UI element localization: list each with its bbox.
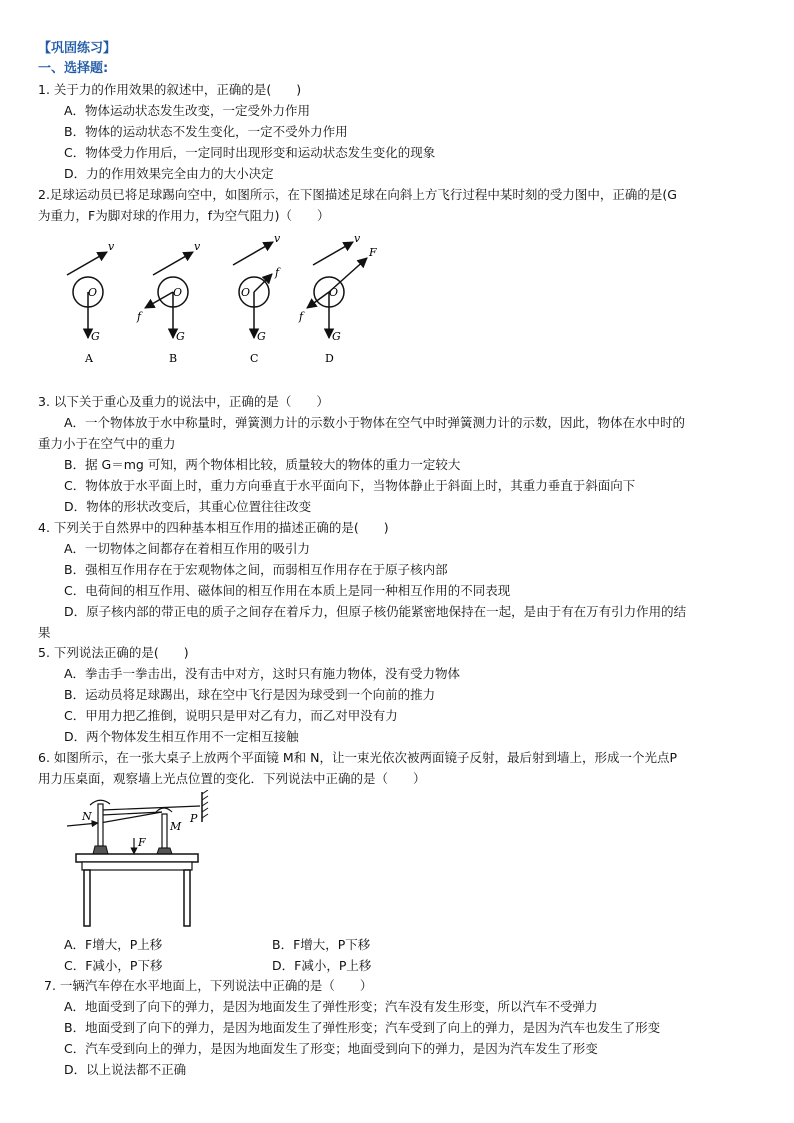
option-b: B．F增大，P下移 [272, 937, 371, 952]
svg-text:v: v [194, 240, 201, 253]
section-label: 【巩固练习】 [38, 41, 117, 56]
option-a: A．一个物体放于水中称量时，弹簧测力计的示数小于物体在空气中时弹簧测力计的示数，因此，物体在水中时的 [64, 415, 686, 430]
svg-text:N: N [82, 810, 92, 823]
question-stem: 1. 关于力的作用效果的叙述中，正确的是( ) [38, 82, 302, 97]
svg-text:B: B [169, 352, 178, 365]
option-c: C．物体受力作用后，一定同时出现形变和运动状态发生变化的现象 [64, 145, 436, 160]
svg-text:F: F [138, 836, 146, 849]
question-stem: 3. 以下关于重心及重力的说法中，正确的是（ ） [38, 394, 329, 409]
option-d: D．力的作用效果完全由力的大小决定 [64, 166, 274, 181]
option-a: A．F增大，P上移 [64, 937, 163, 952]
svg-text:G: G [257, 330, 266, 343]
svg-text:v: v [274, 232, 281, 245]
svg-text:D: D [325, 352, 334, 365]
option-d: D．F减小，P上移 [272, 958, 372, 973]
svg-text:O: O [173, 286, 183, 299]
option-d: D．两个物体发生相互作用不一定相互接触 [64, 729, 299, 744]
option-c: C．电荷间的相互作用、磁体间的相互作用在本质上是同一种相互作用的不同表现 [64, 583, 511, 598]
question-stem-cont: 用力压桌面，观察墙上光点位置的变化．下列说法中正确的是（ ） [38, 771, 426, 786]
svg-text:f: f [137, 310, 142, 323]
svg-text:O: O [329, 286, 339, 299]
part-title: 一、选择题: [38, 61, 109, 76]
option-d: D．物体的形状改变后，其重心位置往往改变 [64, 499, 312, 514]
panel-a [67, 240, 115, 365]
option-c: C．甲用力把乙推倒，说明只是甲对乙有力，而乙对甲没有力 [64, 708, 398, 723]
option-a-cont: 重力小于在空气中的重力 [38, 436, 176, 451]
option-d: D．原子核内部的带正电的质子之间存在着斥力，但原子核仍能紧密地保持在一起，是由于有在万有引力作用的结 [64, 604, 687, 619]
svg-text:G: G [176, 330, 185, 343]
option-b: B．物体的运动状态不发生变化，一定不受外力作用 [64, 124, 348, 139]
question-stem-cont: 为重力，F为脚对球的作用力，f为空气阻力)（ ） [38, 208, 330, 223]
svg-text:O: O [88, 286, 98, 299]
option-d: D．以上说法都不正确 [64, 1062, 187, 1077]
mirror-table-diagram [62, 790, 222, 928]
option-c: C．F减小，P下移 [64, 958, 163, 973]
option-a: A．地面受到了向下的弹力，是因为地面发生了弹性形变；汽车没有发生形变，所以汽车不受弹力 [64, 999, 598, 1014]
question-stem: 5. 下列说法正确的是( ) [38, 645, 189, 660]
option-b: B．地面受到了向下的弹力，是因为地面发生了弹性形变；汽车受到了向上的弹力，是因为汽车也发生了形变 [64, 1020, 661, 1035]
question-stem: 4. 下列关于自然界中的四种基本相互作用的描述正确的是( ) [38, 520, 389, 535]
option-a: A．物体运动状态发生改变，一定受外力作用 [64, 103, 311, 118]
option-b: B．据 G＝mg 可知，两个物体相比较，质量较大的物体的重力一定较大 [64, 457, 461, 472]
panel-d [298, 232, 377, 365]
question-stem: 2.足球运动员已将足球踢向空中，如图所示，在下图描述足球在向斜上方飞行过程中某时刻的受力图中，正确的是(G [38, 187, 677, 202]
option-b: B．强相互作用存在于宏观物体之间，而弱相互作用存在于原子核内部 [64, 562, 448, 577]
svg-text:O: O [241, 286, 251, 299]
svg-text:A: A [85, 352, 93, 365]
svg-text:M: M [170, 820, 182, 833]
svg-text:f: f [275, 266, 280, 279]
svg-text:P: P [190, 812, 198, 825]
svg-text:C: C [250, 352, 259, 365]
option-b: B．运动员将足球踢出，球在空中飞行是因为球受到一个向前的推力 [64, 687, 436, 702]
option-c: C．汽车受到向上的弹力，是因为地面发生了形变；地面受到向下的弹力，是因为汽车发生了形变 [64, 1041, 598, 1056]
panel-c [233, 232, 281, 365]
option-d-cont: 果 [38, 625, 51, 640]
svg-text:v: v [108, 240, 115, 253]
question-stem: 6. 如图所示，在一张大桌子上放两个平面镜 M和 N，让一束光依次被两面镜子反射，最后射到墙上，形成一个光点P [38, 750, 678, 765]
panel-b [136, 240, 201, 365]
option-a: A．拳击手一拳击出，没有击中对方，这时只有施力物体，没有受力物体 [64, 666, 461, 681]
svg-text:f: f [299, 310, 304, 323]
svg-text:v: v [354, 232, 361, 245]
svg-text:F: F [369, 246, 377, 259]
option-c: C．物体放于水平面上时，重力方向垂直于水平面向下，当物体静止于斜面上时，其重力垂直于斜面向下 [64, 478, 636, 493]
svg-text:G: G [91, 330, 100, 343]
option-a: A．一切物体之间都存在着相互作用的吸引力 [64, 541, 311, 556]
svg-text:G: G [332, 330, 341, 343]
football-force-diagram [55, 230, 385, 370]
question-stem: 7. 一辆汽车停在水平地面上，下列说法中正确的是（ ） [44, 978, 373, 993]
